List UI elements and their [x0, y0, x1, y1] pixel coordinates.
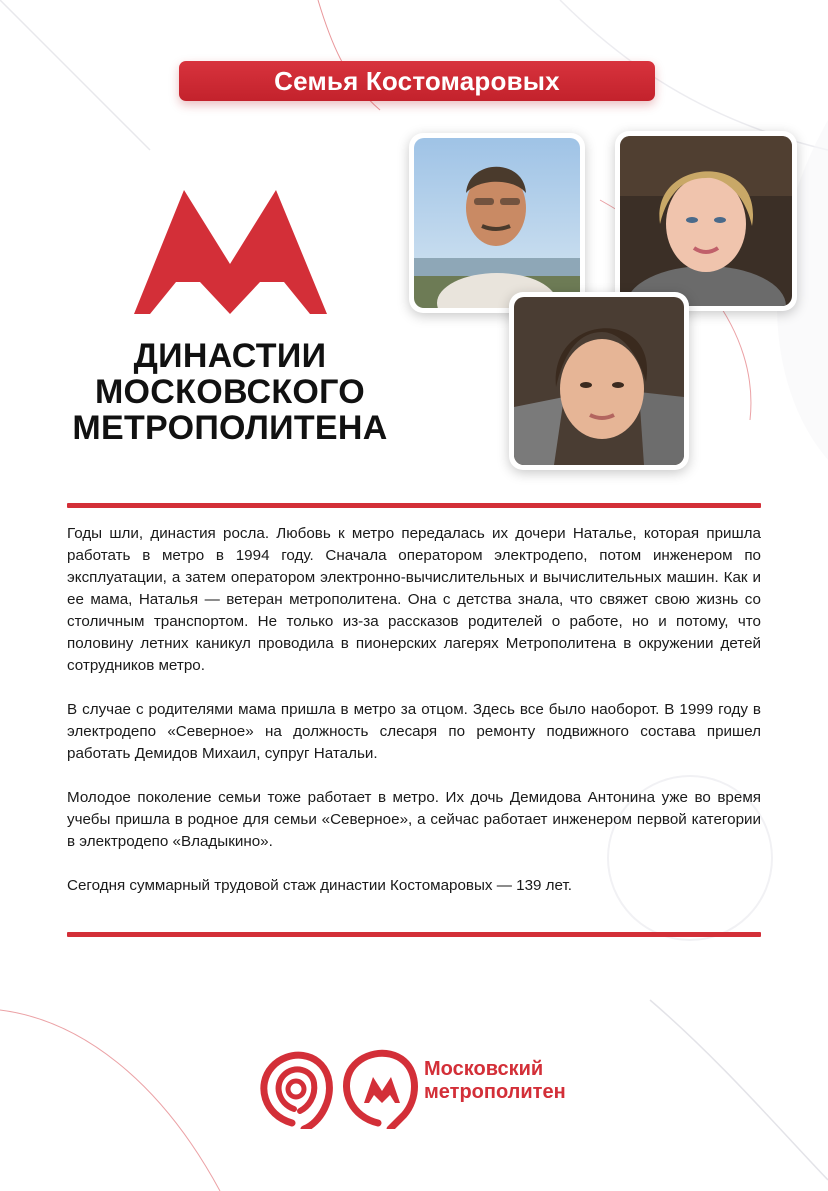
article-paragraph-2: В случае с родителями мама пришла в метро за отцом. Здесь все было наоборот. В 1999 году в электродепо «Северное» на должность слесаря по ремонту подвижного состава пришел работать Демидов Михаил, супруг Натальи. — [67, 701, 761, 762]
article-paragraph-1: Годы шли, династия росла. Любовь к метро передалась их дочери Наталье, которая пришла работать в метро в 1994 году. Сначала оператором электродепо, потом инженером по эксплуатации, а затем оператором электронно-вычислительных и вычислительных машин. Как и ее мама, Наталья — ветеран метрополитена. Она с детства знала, что свяжет свою жизнь со столичным транспортом. Не только из-за рассказов родителей о работе, но и потому, что половину летних каникул проводила в пионерских лагерях Метрополитена в окружении детей сотрудников метро. — [67, 525, 761, 674]
divider-bottom — [67, 932, 761, 937]
article-body — [67, 523, 761, 919]
divider-top — [67, 503, 761, 508]
metro-m-logo — [134, 190, 327, 314]
dynasty-title-line1: ДИНАСТИИ — [133, 337, 327, 375]
dynasty-title-line2: МОСКОВСКОГО — [94, 373, 366, 411]
page-title: Семья Костомаровых — [274, 65, 560, 96]
photo-daughter — [509, 292, 689, 470]
dynasty-title — [60, 338, 400, 446]
photo-mother — [615, 131, 797, 311]
organization-name — [424, 1058, 566, 1104]
photo-father — [409, 133, 585, 313]
article-paragraph-3: Молодое поколение семьи тоже работает в метро. Их дочь Демидова Антонина уже во время учебы пришла в родное для семьи «Северное», а сейчас работает инженером первой категории в электродепо «Владыкино». — [67, 789, 761, 850]
dynasty-title-line3: МЕТРОПОЛИТЕНА — [72, 409, 388, 447]
organization-name-line2: метрополитен — [424, 1081, 566, 1103]
rings-emblem-icon — [264, 1055, 330, 1129]
metro-ring-icon — [346, 1053, 414, 1129]
article-paragraph-4: Сегодня суммарный трудовой стаж династии Костомаровых — 139 лет. — [67, 877, 572, 894]
organization-name-line1: Московский — [424, 1058, 544, 1080]
page-title-banner — [179, 61, 655, 101]
